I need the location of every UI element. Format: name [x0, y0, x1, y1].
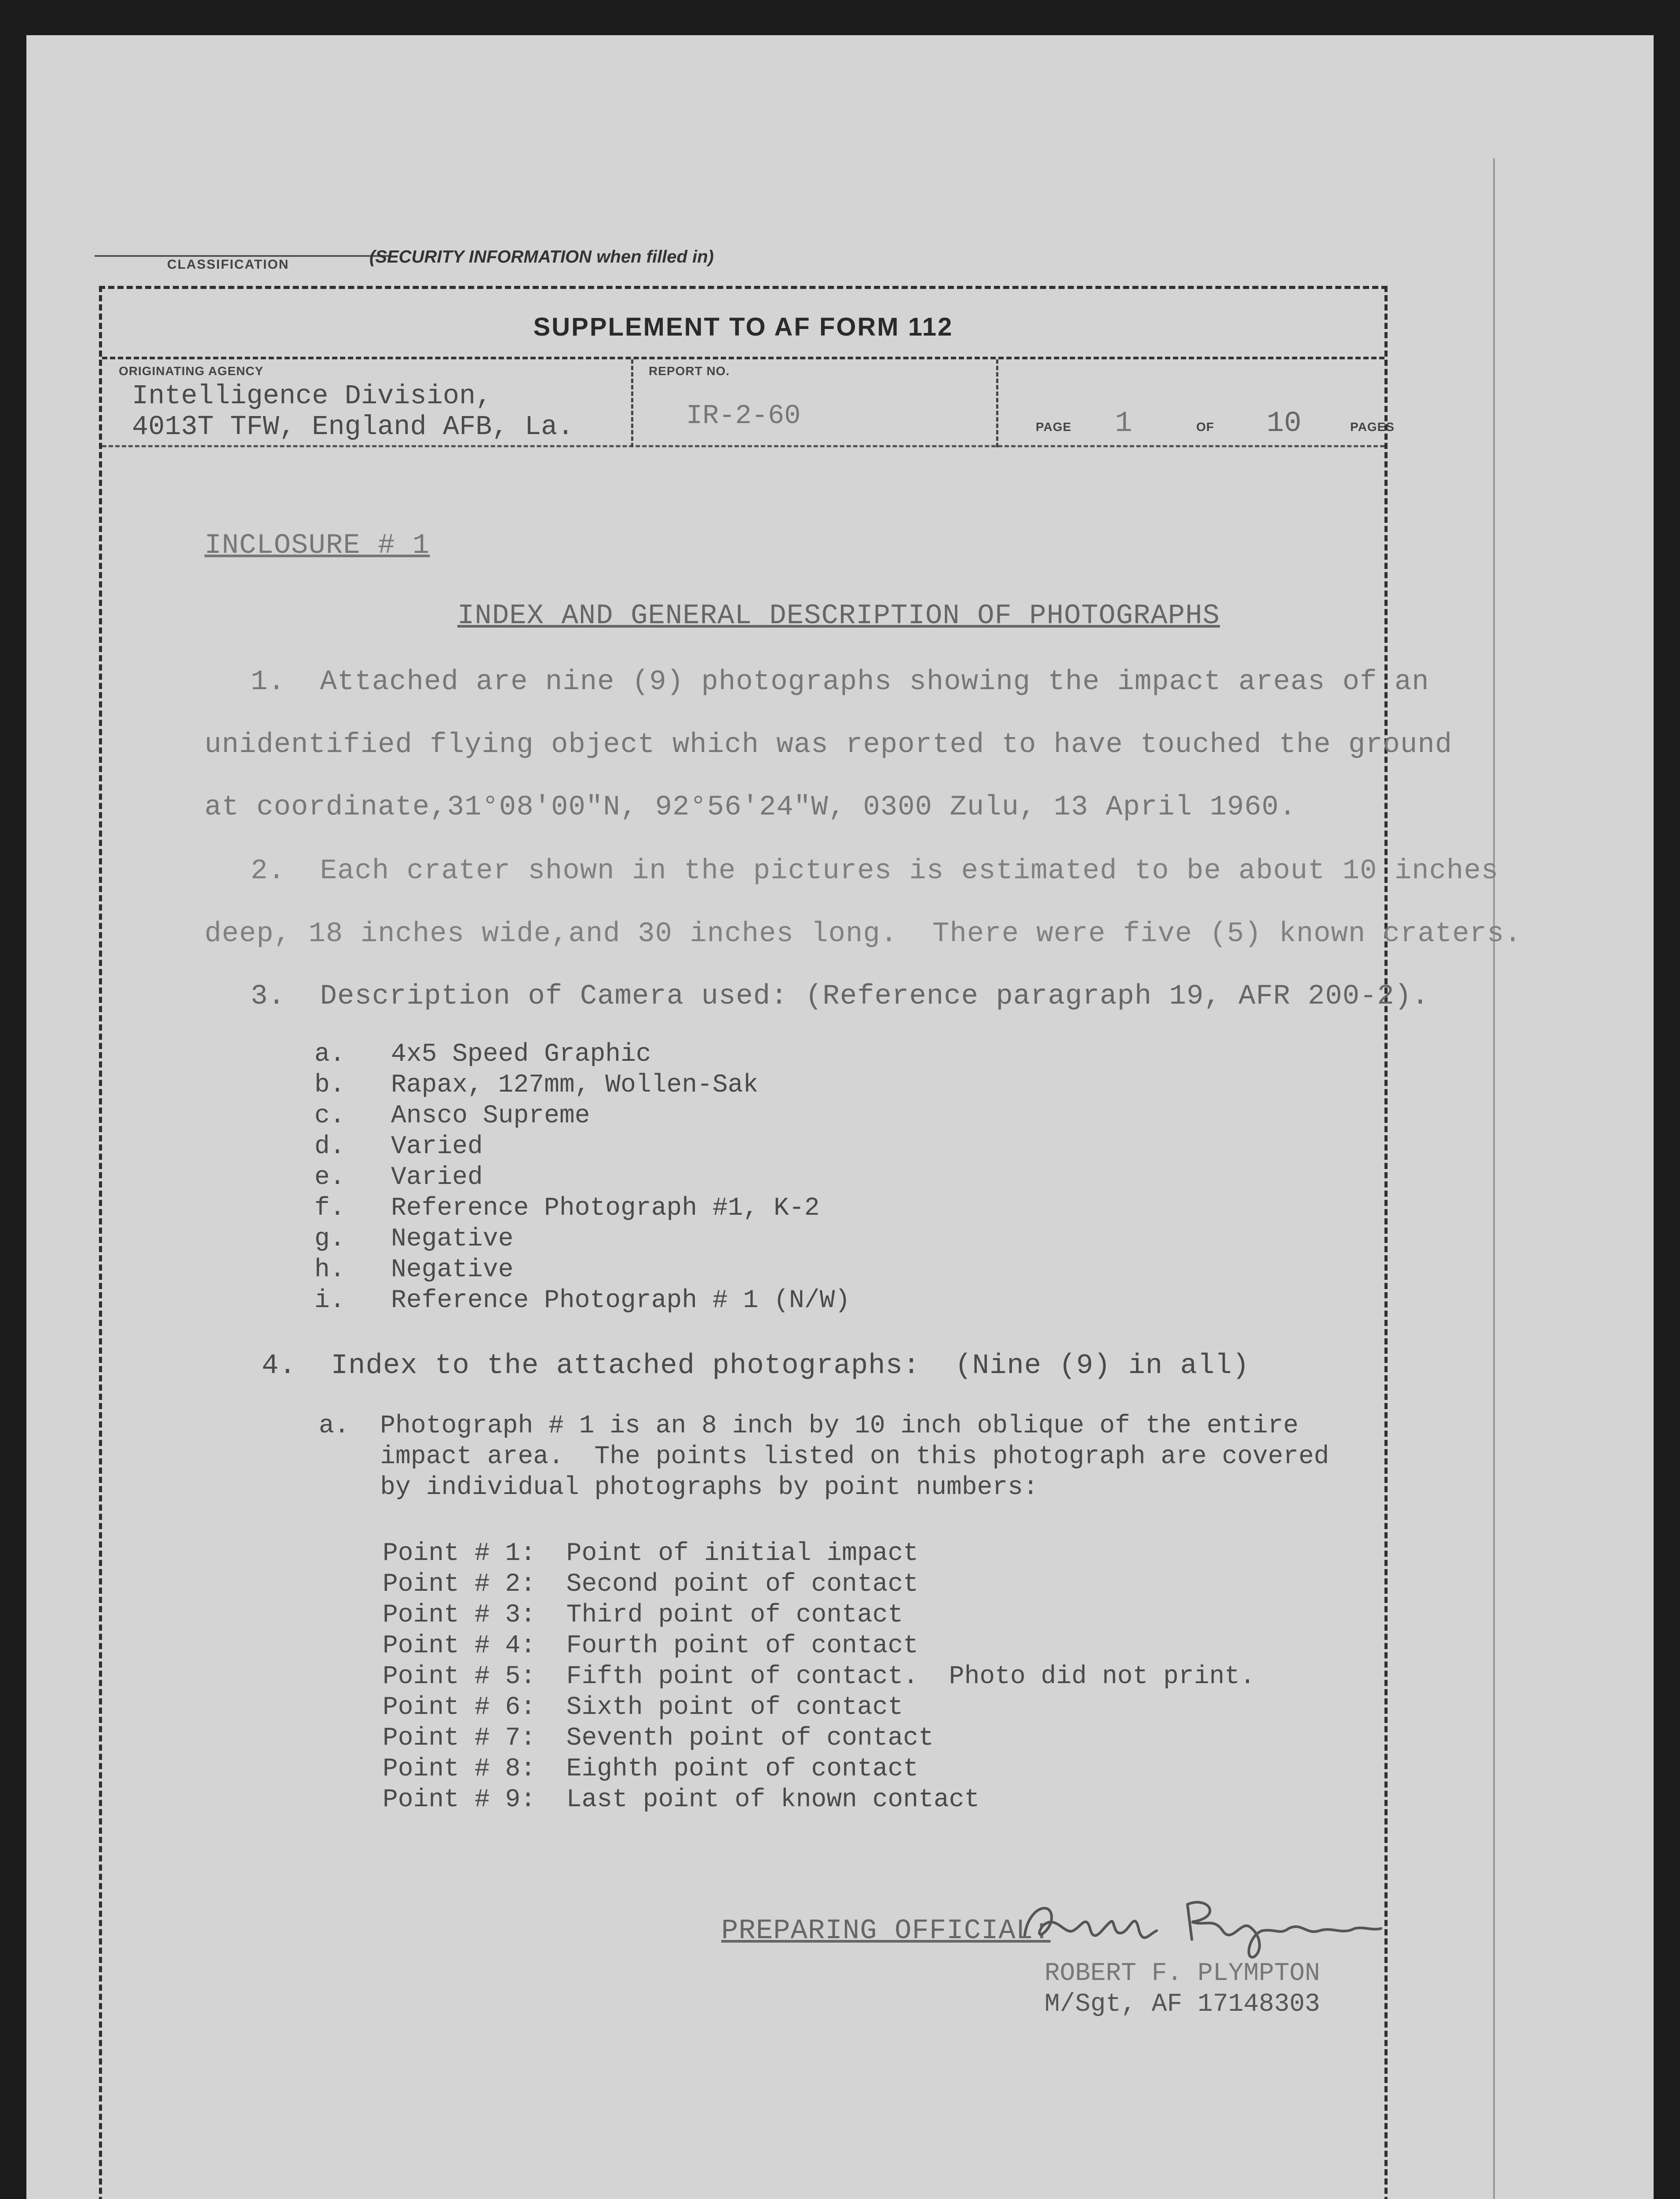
point-5: Point # 5: Fifth point of contact. Photo did not print. — [383, 1662, 1255, 1691]
point-4: Point # 4: Fourth point of contact — [383, 1632, 919, 1660]
of-label: OF — [1196, 420, 1214, 434]
inclosure-heading: INCLOSURE # 1 — [205, 530, 430, 562]
page-margin-line — [1493, 158, 1495, 2199]
para2-line1: 2. Each crater shown in the pictures is estimated to be about 10 inches — [251, 855, 1499, 887]
para4a-line1: a. Photograph # 1 is an 8 inch by 10 inch oblique of the entire — [319, 1412, 1299, 1440]
para1-line3: at coordinate,31°08'00"N, 92°56'24"W, 0300 Zulu, 13 April 1960. — [205, 792, 1297, 823]
report-number: IR-2-60 — [686, 400, 801, 431]
camera-item-f: f. Reference Photograph #1, K-2 — [314, 1194, 820, 1223]
security-information-notice: (SECURITY INFORMATION when filled in) — [369, 247, 714, 267]
point-6: Point # 6: Sixth point of contact — [383, 1693, 903, 1722]
total-pages: 10 — [1267, 407, 1302, 440]
camera-item-c: c. Ansco Supreme — [314, 1102, 590, 1130]
point-9: Point # 9: Last point of known contact — [383, 1786, 980, 1814]
para1-line1: 1. Attached are nine (9) photographs showing the impact areas of an — [251, 666, 1429, 698]
page-label: PAGE — [1036, 420, 1072, 434]
para4a-line2: impact area. The points listed on this photograph are covered — [319, 1443, 1329, 1471]
originating-agency-line2: 4013T TFW, England AFB, La. — [132, 411, 574, 442]
para2-line2: deep, 18 inches wide,and 30 inches long. There were five (5) known craters. — [205, 918, 1522, 950]
handwritten-signature — [1016, 1887, 1385, 1962]
para4: 4. Index to the attached photographs: (Nine (9) in all) — [262, 1350, 1250, 1382]
camera-item-e: e. Varied — [314, 1163, 483, 1192]
camera-item-i: i. Reference Photograph # 1 (N/W) — [314, 1286, 851, 1315]
report-no-label: REPORT NO. — [649, 364, 730, 378]
classification-label: CLASSIFICATION — [167, 257, 289, 272]
para3: 3. Description of Camera used: (Reference paragraph 19, AFR 200-2). — [251, 981, 1429, 1012]
para1-line2: unidentified flying object which was reported to have touched the ground — [205, 729, 1453, 761]
official-name: ROBERT F. PLYMPTON — [1045, 1959, 1320, 1988]
pages-label: PAGES — [1350, 420, 1395, 434]
preparing-official-label: PREPARING OFFICIAL: — [721, 1915, 1051, 1947]
classification-line — [95, 255, 389, 257]
point-1: Point # 1: Point of initial impact — [383, 1539, 919, 1568]
originating-agency-label: ORIGINATING AGENCY — [119, 364, 264, 378]
camera-item-a: a. 4x5 Speed Graphic — [314, 1040, 651, 1069]
originating-agency-line1: Intelligence Division, — [132, 380, 492, 412]
page-number: 1 — [1115, 407, 1132, 440]
camera-item-g: g. Negative — [314, 1225, 514, 1253]
para4a-line3: by individual photographs by point numbers: — [319, 1473, 1038, 1502]
point-7: Point # 7: Seventh point of contact — [383, 1724, 934, 1753]
official-rank: M/Sgt, AF 17148303 — [1045, 1990, 1320, 2019]
header-divider-1 — [631, 359, 633, 447]
form-title: SUPPLEMENT TO AF FORM 112 — [533, 313, 953, 341]
point-2: Point # 2: Second point of contact — [383, 1570, 919, 1599]
header-divider-2 — [996, 359, 998, 447]
document-heading: INDEX AND GENERAL DESCRIPTION OF PHOTOGRAPHS — [457, 600, 1220, 632]
camera-item-d: d. Varied — [314, 1132, 483, 1161]
point-8: Point # 8: Eighth point of contact — [383, 1755, 919, 1783]
scan-top-border — [0, 0, 1680, 35]
camera-item-h: h. Negative — [314, 1256, 514, 1284]
camera-item-b: b. Rapax, 127mm, Wollen-Sak — [314, 1071, 759, 1100]
point-3: Point # 3: Third point of contact — [383, 1601, 903, 1629]
